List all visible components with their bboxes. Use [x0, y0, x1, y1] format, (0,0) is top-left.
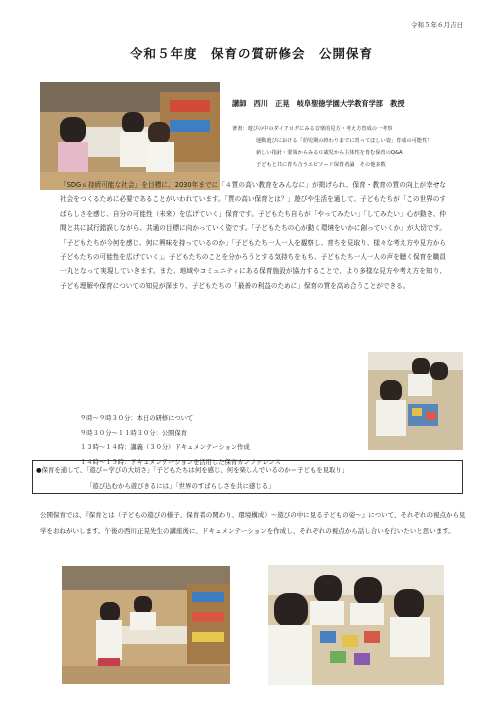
lecturer-books: [232, 123, 482, 171]
body-paragraph: 「SDGｓ持続可能な社会」を目標に、2030年までに「４質の高い教育をみんなに」が掲げられ、保育・教育の質の向上が幸せな社会をつくるために必要であることがいわれています。「質の高い保育とは？」遊びや生活を通して、子どもたちが「この世界のすばらしさを感じ、自分の可能性（未来）を広げていく」保育です。子どもたち自らが「やってみたい」「してみたい」心が動き、仲間と共に試行錯誤しながら、共通の目標に向かっていく姿です。「子どもたちの心が動く環境をいかに創っていくか」が大切です。「子どもたちが今何を感じ、何に興味を持っているのか」「子どもたち一人一人を観察し、育ちを見取り、様々な考え方や見方から子どもたちの可能性を広げていく」。子どもたちのことを分かろうとする気持ちをもち、子どもたち一人一人の声を聴く保育を職員一丸となって実現していきます。また、地域やコミュニティにある保育施設が協力することで、より多様な見方や考え方を知り、子ども理解や保育についての知見が深まり、子どもたちの「最善の利益のために」保育の質を高め合うことができる。: [60, 181, 446, 290]
schedule-item: ９時３０分～１１時３０分：公開保育: [80, 429, 188, 437]
schedule-item: １３時～１４時：講義（３０分）ドキュメンテーション作成: [80, 444, 250, 452]
children-play-photo: [368, 352, 463, 450]
lecturer-name: 講師 西川 正晃 岐阜聖徳学園大学教育学部 教授: [232, 99, 405, 108]
schedule-item: ９時～９時３０分：本日の研修について: [80, 415, 194, 422]
book-line: 新しい指針・要領からみる０歳児から主体性を育む保育のQ&A: [256, 150, 403, 156]
classroom-photo-bottom-left: [62, 566, 230, 684]
book-line: 運動遊びにおける「幼児期の終わりまでに育ってほしい姿」育成の可能性！: [256, 138, 433, 144]
book-line: 子どもと共に育ち合うエピソード保育者論 その他多数: [256, 162, 386, 168]
document-title: 令和５年度 保育の質研修会 公開保育: [129, 46, 373, 61]
document-date: 令和５年６月吉日: [411, 21, 463, 29]
children-cards-photo: [268, 565, 444, 685]
book-line: 著書：遊びの中のダイアログにみる音楽的見方・考え方育成の一考察: [232, 126, 393, 132]
closing-paragraph: 公開保育では、『保育とは（子どもの遊びの様子、保育者の関わり、環境構成）～遊びの中に見る子どもの姿～』について、それぞれの視点から見学をおねがいします。午後の西川正晃先生の講座後に、ドキュメンテーションを作成し、それぞれの視点から話し合いを行いたいと思います。: [40, 511, 466, 535]
key-point-line: 「遊び込むから遊びきるには」「世界のすばらしさを共に感じる」: [86, 482, 275, 490]
classroom-photo-top: [40, 82, 220, 190]
schedule-item: １４時～１５時：ドキュメンテーションを活用した保育カンファレンス: [80, 458, 281, 466]
key-point-line: ●保育を通して、「遊び＝学びの大切さ」「子どもたちは何を感じ、何を楽しんでいるのか＝子どもを見取り」: [36, 466, 349, 474]
